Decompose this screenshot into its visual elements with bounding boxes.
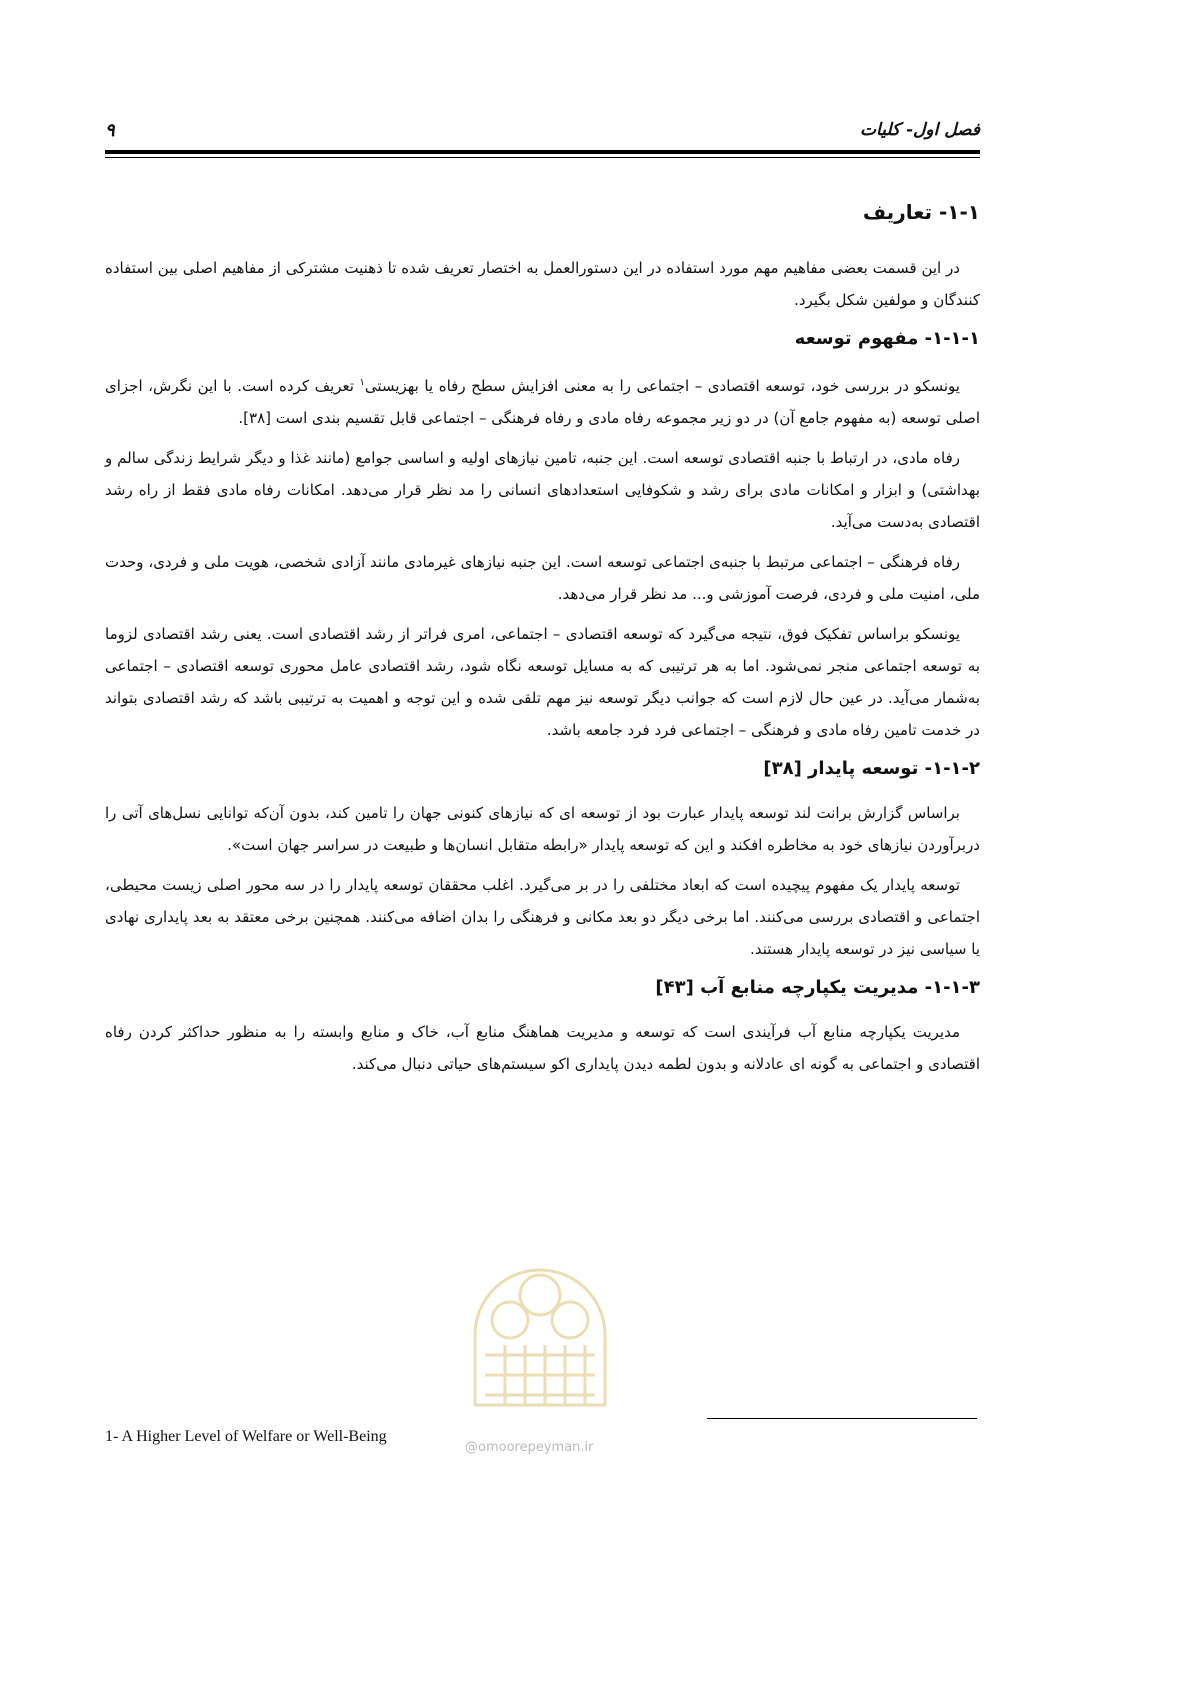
footnote-ref: ۱: [359, 377, 365, 388]
paragraph: توسعه پایدار یک مفهوم پیچیده است که ابعاد مختلفی را در بر می‌گیرد. اغلب محققان توسعه پایدار را در سه محور اصلی زیست محیطی، اجتماعی و اقتصادی بررسی می‌کنند. اما برخی دیگر دو بعد مکانی و فرهنگی را بدان اضافه می‌کنند. همچنین برخی معتقد به بعد پایداری نهادی یا سیاسی نیز در توسعه پایدار هستند.: [105, 876, 980, 958]
header-rule-thick: [105, 150, 980, 154]
section-title-iwrm: ۱-۱-۳- مدیریت یکپارچه منابع آب [۴۳]: [655, 977, 980, 998]
watermark-logo: [455, 1225, 625, 1430]
page-number: ۹: [105, 120, 115, 141]
footnote-rule: [707, 1418, 977, 1419]
paragraph-part: یونسکو در بررسی خود، توسعه اقتصادی – اجتماعی را به معنی افزایش سطح رفاه یا بهزیستی: [364, 377, 960, 395]
footnote: 1- A Higher Level of Welfare or Well-Being: [105, 1428, 387, 1445]
paragraph: [105, 367, 980, 434]
paragraph: در این قسمت بعضی مفاهیم مهم مورد استفاده در این دستورالعمل به اختصار تعریف شده تا ذهنیت مشترکی از مفاهیم اصلی بین استفاده کنندگان و مولفین شکل بگیرد.: [105, 259, 980, 309]
running-header: [105, 120, 980, 148]
chapter-title: فصل اول- کلیات: [860, 120, 980, 140]
section-title-development-concept: ۱-۱-۱- مفهوم توسعه: [794, 328, 980, 349]
watermark-domain: @omoorepeyman.ir: [465, 1440, 594, 1455]
section-title-sustainable-development: ۱-۱-۲- توسعه پایدار [۳۸]: [763, 758, 980, 779]
paragraph-part: تعریف کرده است. با این نگرش، اجزای اصلی توسعه (به مفهوم جامع آن) در دو زیر مجموعه رفاه مادی و رفاه فرهنگی – اجتماعی قابل تقسیم بندی است [۳۸].: [105, 377, 980, 427]
header-rule-thin: [105, 157, 980, 158]
main-content: [105, 200, 980, 1088]
paragraph: رفاه مادی، در ارتباط با جنبه اقتصادی توسعه است. این جنبه، تامین نیازهای اولیه و اساسی جوامع (مانند غذا و دیگر شرایط زندگی سالم و بهداشتی) و ابزار و امکانات مادی برای رشد و شکوفایی استعدادهای انسانی را مد نظر قرار می‌دهد. امکانات رفاه مادی فقط از راه رشد اقتصادی به‌دست می‌آید.: [105, 449, 980, 531]
paragraph: یونسکو براساس تفکیک فوق، نتیجه می‌گیرد که توسعه اقتصادی – اجتماعی، امری فراتر از رشد اقتصادی است. یعنی رشد اقتصادی لزوما به توسعه اجتماعی منجر نمی‌شود. اما به هر ترتیبی که به مسایل توسعه نگاه شود، رشد اقتصادی عامل محوری توسعه اقتصادی – اجتماعی به‌شمار می‌آید. در عین حال لازم است که جوانب دیگر توسعه نیز مهم تلقی شده و این توجه و اهمیت به ترتیبی باشد که رشد اقتصادی بتواند در خدمت تامین رفاه مادی و فرهنگی – اجتماعی فرد فرد جامعه باشد.: [105, 625, 980, 739]
paragraph: رفاه فرهنگی – اجتماعی مرتبط با جنبه‌ی اجتماعی توسعه است. این جنبه نیازهای غیرمادی مانند آزادی شخصی، هویت ملی و فردی، وحدت ملی، امنیت ملی و فردی، فرصت آموزشی و... مد نظر قرار می‌دهد.: [105, 553, 980, 603]
paragraph: براساس گزارش برانت لند توسعه پایدار عبارت بود از توسعه ای که نیازهای کنونی جهان را تامین کند، بدون آن‌که توانایی نسل‌های آتی را دربرآوردن نیازهای خود به مخاطره افکند و این که توسعه پایدار «رابطه متقابل انسان‌ها و طبیعت در سراسر جهان است».: [105, 804, 980, 854]
section-title-definitions: ۱-۱- تعاریف: [862, 200, 980, 224]
paragraph: مدیریت یکپارچه منابع آب فرآیندی است که توسعه و مدیریت هماهنگ منابع آب، خاک و منابع وابسته را به منظور حداکثر کردن رفاه اقتصادی و اجتماعی به گونه ای عادلانه و بدون لطمه دیدن پایداری اکو سیستم‌های حیاتی دنبال می‌کند.: [105, 1023, 980, 1073]
